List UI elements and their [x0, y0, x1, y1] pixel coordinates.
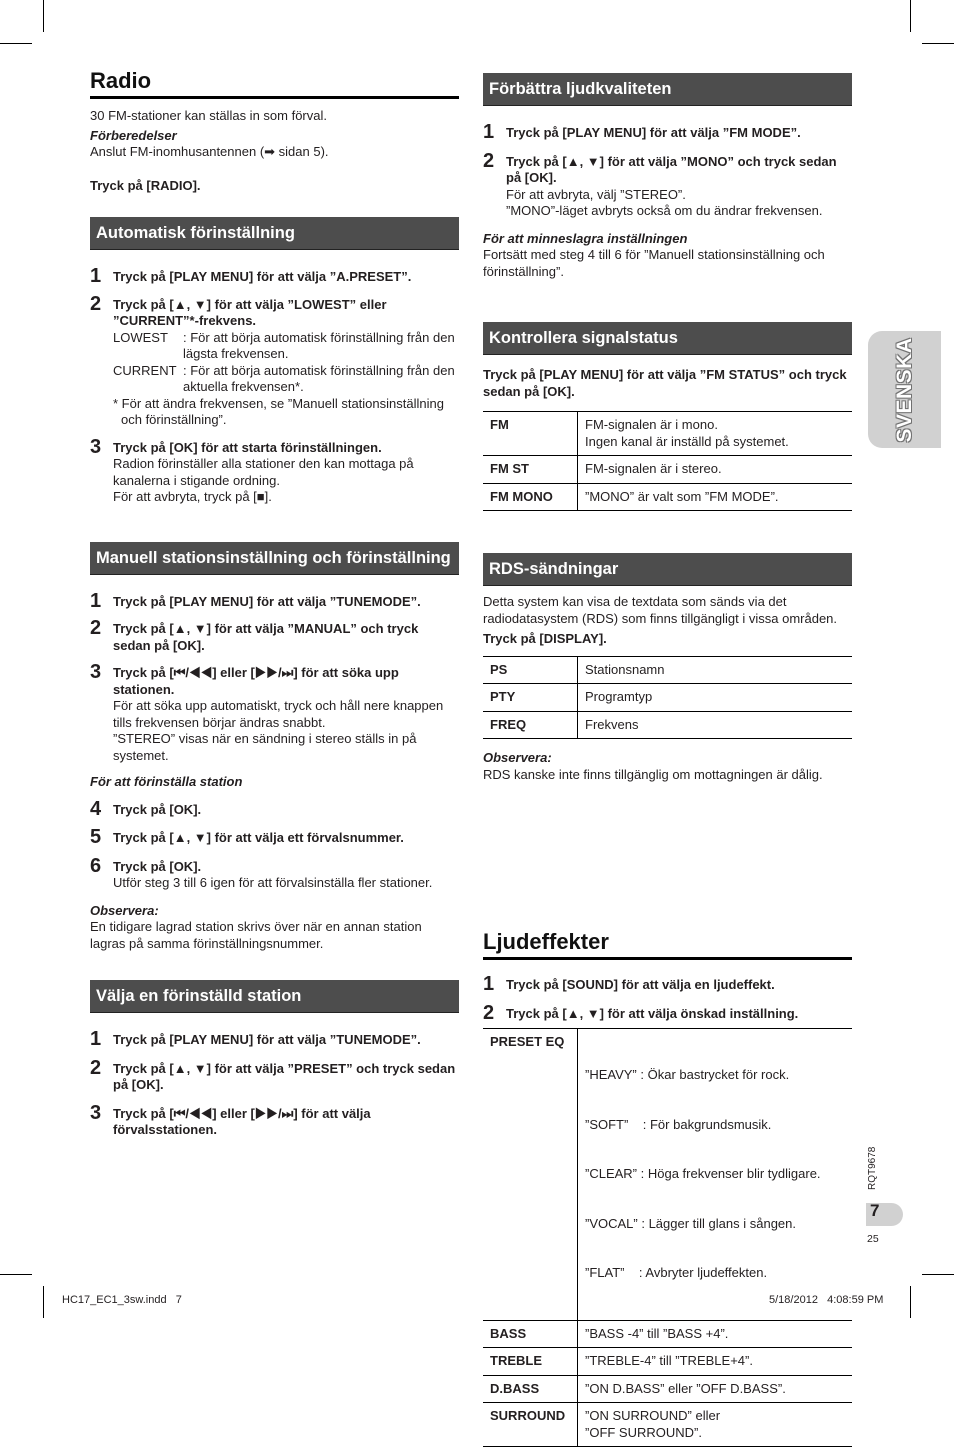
step-number: 3 [90, 661, 102, 683]
step-2 [483, 149, 852, 220]
eq-option: ”HEAVY” : Ökar bastrycket för rock. [585, 1067, 790, 1082]
step-1 [90, 589, 459, 612]
table-row [483, 412, 852, 456]
eq-option: ”CLEAR” : Höga frekvenser blir tydligare. [585, 1166, 821, 1181]
step-detail: För att avbryta, tryck på [■]. [113, 489, 272, 504]
step-2 [483, 1001, 852, 1024]
step-3 [90, 661, 459, 764]
step-text: Tryck på [OK]. [113, 801, 202, 817]
table-key: FREQ [483, 711, 578, 739]
table-row [483, 1348, 852, 1376]
step-number: 3 [90, 1101, 102, 1124]
step-4 [90, 797, 459, 820]
footer-file: HC17_EC1_3sw.indd 7 [62, 1294, 182, 1306]
prep-text: Anslut FM-inomhusantennen (➡ sidan 5). [90, 144, 329, 159]
table-key: FM MONO [483, 483, 578, 511]
signal-status-header: Kontrollera signalstatus [483, 322, 852, 355]
step-text: Tryck på [SOUND] för att välja en ljudeffekt. [506, 977, 775, 992]
right-column [483, 73, 852, 783]
step-number: 1 [483, 973, 495, 995]
table-value [578, 412, 853, 456]
step-detail: För att avbryta, välj ”STEREO”. [506, 186, 686, 202]
language-tab-label: SVENSKA [892, 336, 916, 443]
step-number: 2 [90, 292, 102, 315]
table-value-line: Ingen kanal är inställd på systemet. [585, 433, 789, 449]
preset-station-label: För att förinställa station [90, 774, 243, 789]
step-number: 1 [483, 121, 495, 143]
table-row [483, 684, 852, 712]
step-number: 2 [483, 149, 495, 172]
observe-text: En tidigare lagrad station skrivs över när en annan station lagras på samma förinställningsnummer. [90, 919, 422, 951]
table-key: SURROUND [483, 1403, 578, 1447]
step-3 [90, 435, 459, 506]
crop-mark [910, 1286, 911, 1318]
observe-text: RDS kanske inte finns tillgänglig om mottagningen är dålig. [483, 766, 823, 782]
table-key: D.BASS [483, 1375, 578, 1403]
title-rule [90, 96, 459, 99]
crop-mark [922, 1274, 954, 1275]
step-text: Tryck på [⏮/◀◀] eller [▶▶/⏭] för att välja förvalsstationen. [113, 1105, 371, 1137]
step-1 [90, 1028, 459, 1050]
table-value: ”MONO” är valt som ”FM MODE”. [578, 483, 853, 511]
table-value-line: ”OFF SURROUND”. [585, 1424, 702, 1440]
press-display: Tryck på [DISPLAY]. [483, 631, 607, 646]
table-value: ”BASS -4” till ”BASS +4”. [578, 1320, 853, 1348]
def-value: : För att börja automatisk förinställning från den lägsta frekvensen. [183, 329, 455, 361]
step-number: 2 [90, 617, 102, 639]
step-number: 2 [90, 1056, 102, 1079]
crop-mark [43, 1286, 44, 1318]
step-number: 2 [483, 1001, 495, 1024]
table-row [483, 1320, 852, 1348]
effects-title: Ljudeffekter [483, 929, 609, 954]
eq-option: ”VOCAL” : Lägger till glans i sången. [585, 1215, 796, 1231]
table-value [578, 1029, 853, 1321]
press-radio: Tryck på [RADIO]. [90, 177, 201, 193]
footnote: * För att ändra frekvensen, se ”Manuell stationsinställning och förinställning”. [113, 395, 444, 427]
crop-mark [43, 0, 44, 32]
step-text: Tryck på [▲, ▼] för att välja ”MONO” och tryck sedan på [OK]. [506, 153, 837, 185]
table-value: Programtyp [578, 684, 853, 712]
step-detail: ”STEREO” visas när en sändning i stereo ställs in på systemet. [113, 731, 417, 763]
def-row [113, 330, 459, 363]
table-row [483, 1375, 852, 1403]
step-detail: Radion förinställer alla stationer den kan mottaga på kanalerna i stigande ordning. [113, 456, 414, 488]
table-key: TREBLE [483, 1348, 578, 1376]
language-tab [868, 331, 941, 448]
step-text: Tryck på [▲, ▼] för att välja ”PRESET” och tryck sedan på [OK]. [113, 1060, 456, 1092]
table-key: PTY [483, 684, 578, 712]
step-3 [90, 1101, 459, 1139]
step-text: Tryck på [PLAY MENU] för att välja ”FM MODE”. [506, 125, 801, 140]
step-6 [90, 854, 459, 892]
def-row [113, 363, 459, 396]
step-text: Tryck på [OK]. [113, 858, 202, 874]
crop-mark [922, 43, 954, 44]
sound-quality-header: Förbättra ljudkvaliteten [483, 73, 852, 106]
sound-effects-table [483, 1028, 852, 1447]
table-value [578, 1403, 853, 1447]
step-text: Tryck på [OK] för att starta förinställningen. [113, 439, 382, 455]
step-1 [483, 973, 852, 995]
auto-preset-header: Automatisk förinställning [90, 217, 459, 250]
step-text: Tryck på [▲, ▼] för att välja ”LOWEST” eller ”CURRENT”*-frekvens. [113, 296, 387, 328]
def-key: LOWEST [113, 329, 168, 345]
rds-header: RDS-sändningar [483, 553, 852, 586]
step-2 [90, 1056, 459, 1094]
signal-instruction: Tryck på [PLAY MENU] för att välja ”FM STATUS” och tryck sedan på [OK]. [483, 367, 847, 399]
table-value: ”ON D.BASS” eller ”OFF D.BASS”. [578, 1375, 853, 1403]
table-key: FM ST [483, 456, 578, 484]
step-number: 3 [90, 435, 102, 458]
step-text: Tryck på [▲, ▼] för att välja ett förvalsnummer. [113, 830, 404, 845]
table-row [483, 711, 852, 739]
step-text: Tryck på [▲, ▼] för att välja ”MANUAL” och tryck sedan på [OK]. [113, 621, 419, 653]
table-row [483, 1029, 852, 1321]
step-detail: För att söka upp automatiskt, tryck och håll nere knappen tills frekvensen börjar ändras snabbt. [113, 698, 444, 730]
def-key: CURRENT [113, 362, 177, 378]
step-number: 5 [90, 826, 102, 848]
step-number: 1 [90, 1028, 102, 1050]
table-key: PS [483, 656, 578, 684]
step-detail: ”MONO”-läget avbryts också om du ändrar frekvensen. [506, 203, 823, 218]
crop-mark [910, 0, 911, 32]
step-text: Tryck på [PLAY MENU] för att välja ”A.PRESET”. [113, 269, 412, 284]
step-2 [90, 617, 459, 654]
prep-label: Förberedelser [90, 127, 177, 143]
table-value-line: FM-signalen är i mono. [585, 417, 718, 432]
radio-intro: 30 FM-stationer kan ställas in som förval. [90, 108, 327, 123]
crop-mark [0, 43, 32, 44]
title-rule [483, 957, 852, 960]
step-1 [483, 121, 852, 143]
step-number: 4 [90, 797, 102, 820]
table-key: FM [483, 412, 578, 456]
table-row [483, 656, 852, 684]
rds-intro: Detta system kan visa de textdata som sänds via det radiodatasystem (RDS) som finns tillgängligt i vissa områden. [483, 594, 838, 626]
left-column [90, 68, 459, 1139]
step-text: Tryck på [PLAY MENU] för att välja ”TUNEMODE”. [113, 1032, 421, 1047]
table-key: PRESET EQ [483, 1029, 578, 1321]
sound-effects-section [483, 929, 852, 1447]
step-text: Tryck på [PLAY MENU] för att välja ”TUNEMODE”. [113, 593, 421, 609]
page-sub-number: 25 [867, 1233, 879, 1245]
step-number: 6 [90, 854, 102, 877]
table-key: BASS [483, 1320, 578, 1348]
signal-status-table [483, 411, 852, 511]
observe-label: Observera: [90, 902, 159, 918]
table-value: Frekvens [578, 711, 853, 739]
manual-preset-header: Manuell stationsinställning och förinställning [90, 542, 459, 575]
model-code: RQT9678 [867, 1146, 878, 1190]
step-detail: Utför steg 3 till 6 igen för att förvalsinställa fler stationer. [113, 875, 433, 890]
def-value: : För att börja automatisk förinställning från den aktuella frekvensen*. [183, 362, 455, 394]
page-number: 7 [870, 1201, 880, 1220]
table-value: ”TREBLE-4” till ”TREBLE+4”. [578, 1348, 853, 1376]
table-value-line: ”ON SURROUND” eller [585, 1408, 721, 1423]
step-number: 1 [90, 265, 102, 287]
eq-option: ”SOFT” : För bakgrundsmusik. [585, 1116, 772, 1132]
eq-option: ”FLAT” : Avbryter ljudeffekten. [585, 1265, 768, 1280]
memory-text: Fortsätt med steg 4 till 6 för ”Manuell stationsinställning och förinställning”. [483, 247, 825, 279]
step-1 [90, 265, 459, 287]
step-text: Tryck på [▲, ▼] för att välja önskad inställning. [506, 1005, 799, 1021]
step-2 [90, 292, 459, 429]
observe-label: Observera: [483, 750, 552, 765]
radio-title: Radio [90, 68, 152, 93]
select-preset-header: Välja en förinställd station [90, 980, 459, 1013]
table-value: Stationsnamn [578, 656, 853, 684]
memory-label: För att minneslagra inställningen [483, 230, 688, 246]
table-row [483, 1403, 852, 1447]
step-number: 1 [90, 589, 102, 612]
step-5 [90, 826, 459, 848]
footer-timestamp: 5/18/2012 4:08:59 PM [769, 1294, 884, 1306]
rds-table [483, 656, 852, 740]
step-text: Tryck på [⏮/◀◀] eller [▶▶/⏭] för att söka upp stationen. [113, 665, 399, 697]
table-row [483, 483, 852, 511]
crop-mark [0, 1274, 32, 1275]
table-value: FM-signalen är i stereo. [578, 456, 853, 484]
table-row [483, 456, 852, 484]
